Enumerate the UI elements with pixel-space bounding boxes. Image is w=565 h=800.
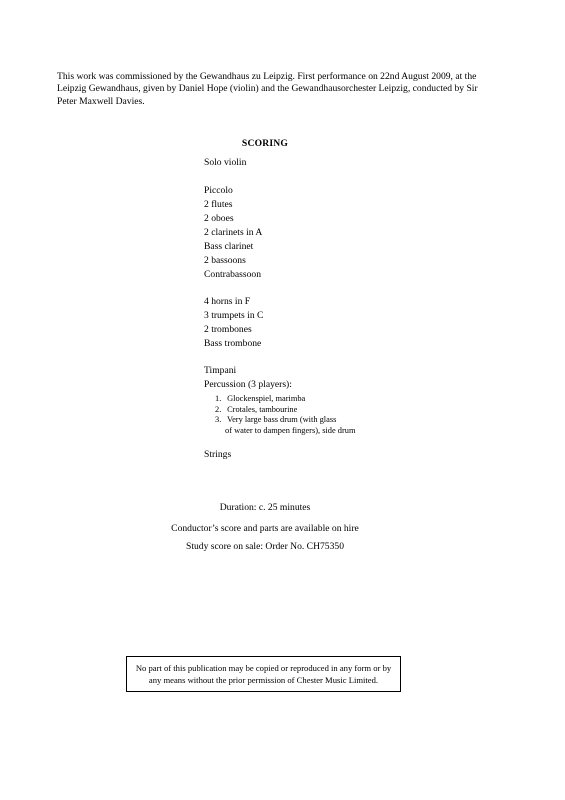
instrument-contrabassoon: Contrabassoon — [204, 269, 262, 280]
copyright-notice-box — [126, 656, 401, 692]
instrument-timpani: Timpani — [204, 365, 237, 376]
instrument-strings: Strings — [204, 449, 232, 460]
instrument-bass-clarinet: Bass clarinet — [204, 241, 254, 252]
percussion-player-3-continued: of water to dampen fingers), side drum — [225, 425, 356, 435]
percussion-player-1 — [215, 394, 355, 405]
instrument-piccolo: Piccolo — [204, 185, 233, 196]
copyright-notice-line-2: any means without the prior permission of Chester Music Limited. — [148, 675, 379, 685]
percussion-player-3 — [215, 415, 355, 426]
instrument-flutes: 2 flutes — [204, 199, 233, 210]
instrument-clarinets: 2 clarinets in A — [204, 227, 263, 238]
copyright-notice-line-1: No part of this publication may be copied or reproduced in any form or by — [135, 663, 392, 673]
instrument-trombones: 2 trombones — [204, 324, 252, 335]
percussion-heading: Percussion (3 players): — [204, 379, 292, 390]
player-number: 2. — [215, 404, 222, 414]
commission-line-1: This work was commissioned by the Gewandhaus zu Leipzig. First performance on 22nd August 2009, at the — [57, 71, 477, 82]
percussion-player-list — [215, 394, 355, 436]
study-score-note: Study score on sale: Order No. CH75350 — [185, 541, 344, 552]
duration-text: Duration: c. 25 minutes — [219, 502, 311, 513]
player-instruments: Very large bass drum (with glass — [226, 415, 337, 425]
hire-note: Conductor’s score and parts are available on hire — [171, 523, 359, 534]
instrument-trumpets: 3 trumpets in C — [204, 310, 264, 321]
player-instruments: Glockenspiel, marimba — [227, 394, 306, 403]
commission-line-3: Peter Maxwell Davies. — [57, 95, 145, 107]
player-instruments: Crotales, tambourine — [227, 404, 298, 414]
player-number: 1. — [215, 394, 222, 403]
instrument-bassoons: 2 bassoons — [204, 255, 246, 266]
scoring-heading: SCORING — [241, 138, 289, 149]
instrument-horns: 4 horns in F — [204, 296, 251, 307]
commission-line-2: Leipzig Gewandhaus, given by Daniel Hope (violin) and the Gewandhausorchester Leipzig, conducted by Sir — [57, 83, 478, 95]
instrument-solo-violin: Solo violin — [204, 157, 247, 168]
commission-paragraph — [57, 71, 509, 108]
instrument-oboes: 2 oboes — [204, 213, 234, 224]
percussion-player-2 — [215, 405, 355, 416]
player-number: 3. — [215, 415, 222, 425]
instrument-bass-trombone: Bass trombone — [204, 338, 262, 349]
